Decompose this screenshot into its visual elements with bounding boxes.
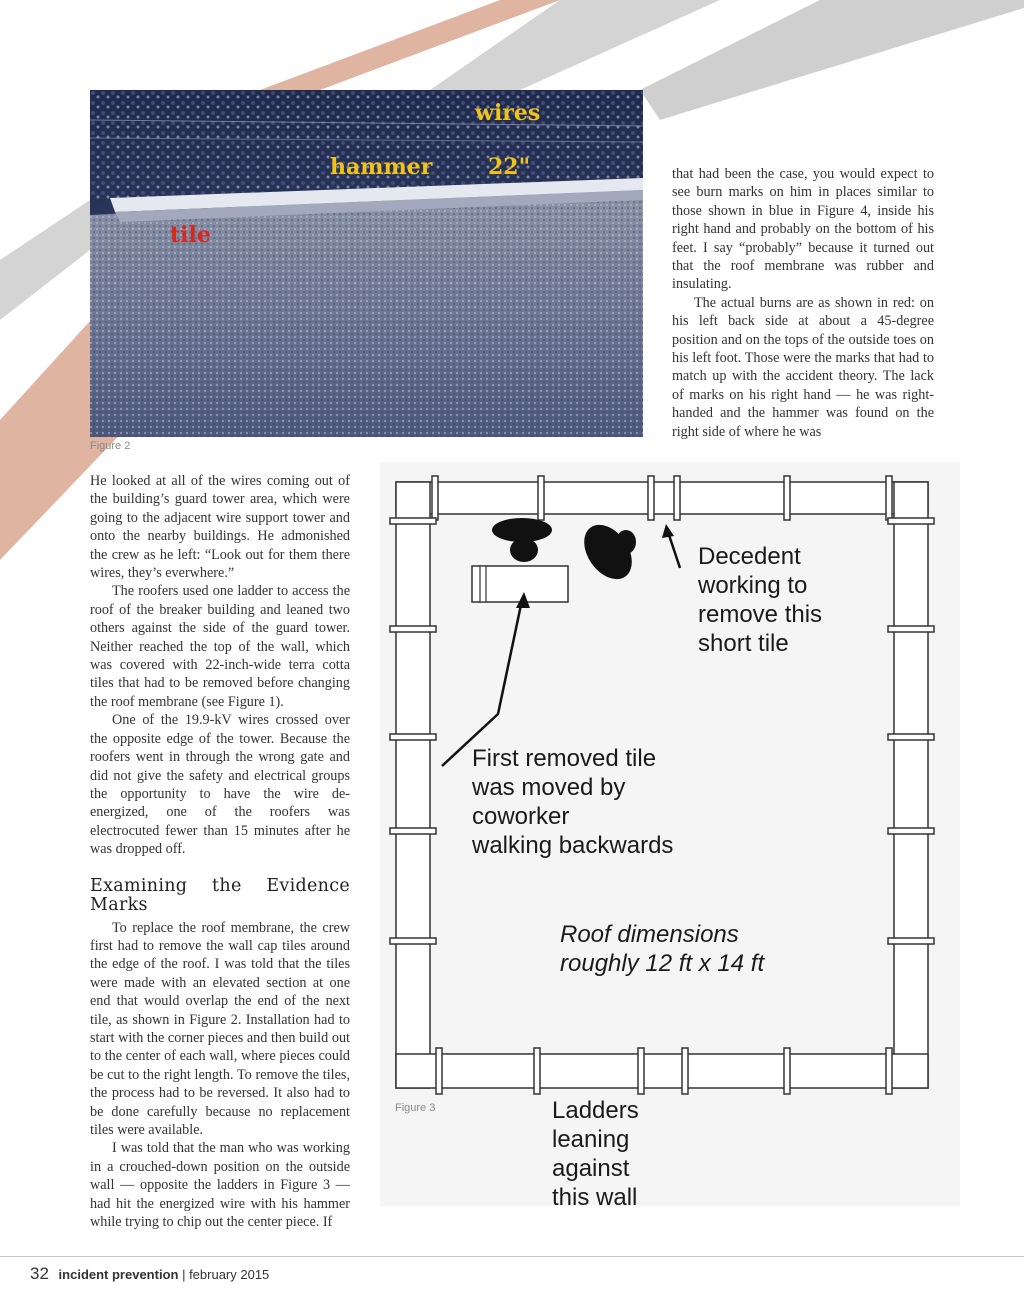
note-line: this wall [552,1184,638,1211]
footer-separator: | [178,1267,190,1282]
paragraph: I was told that the man who was working in a crouched-down position on the outside wall — opposite the ladders in Figure 3 — had hit the energized wire with his hammer while trying to chip out the center piece. If [90,1140,350,1231]
paragraph: To replace the roof membrane, the crew first had to remove the wall cap tiles around the edge of the roof. I was told that the tiles were made with an elevated section at one end that would overlap the end of the next tile, as shown in Figure 2. Installation had to start with the corner pieces and then build out to the center of each wall, where pieces could be cut to the right length. To remove the tiles, the process had to be reversed. It also had to be done carefully because no replacement tiles were available. [90,919,350,1138]
issue-date: february 2015 [189,1267,270,1282]
magazine-name: incident prevention [58,1267,179,1282]
roof-dimensions-note [560,920,764,978]
page-number: 32 [30,1264,49,1283]
note-line: remove this [698,601,823,628]
note-line: Decedent [698,543,801,570]
left-column-text [90,472,350,1231]
note-line: leaning [552,1126,630,1153]
figure-2-caption: Figure 2 [90,440,131,452]
note-line: coworker [472,803,570,830]
paragraph: One of the 19.9-kV wires crossed over the opposite edge of the tower. Because the roofers went in through the wrong gate and did not give the safety and electrical groups the opportunity to have the wire de-energized, one of the roofers was electrocuted fewer than 15 minutes after he was dropped off. [90,712,350,858]
figure-3-caption: Figure 3 [395,1102,436,1114]
measure-annotation: 22" [488,154,531,180]
section-heading: Examining the Evidence Marks [90,875,350,915]
note-line: walking backwards [472,832,674,859]
note-line: working to [698,572,808,599]
ladders-note [552,1096,639,1212]
note-line: was moved by [472,774,626,801]
first-tile-note [472,744,673,860]
note-line: against [552,1155,630,1182]
hammer-annotation: hammer [330,154,433,180]
footer-divider [0,1256,1024,1257]
decedent-note [698,542,822,658]
figure-2-photo [90,90,643,437]
paragraph: The roofers used one ladder to access the roof of the breaker building and leaned two others against the side of the guard tower. Neither reached the top of the wall, which was covered with 22-inch-wide terra cotta tiles that had to be removed before changing the roof membrane (see Figure 1). [90,583,350,710]
right-column-text [672,165,934,441]
wires-annotation: wires [475,100,541,126]
note-line: roughly 12 ft x 14 ft [560,950,765,977]
note-line: Roof dimensions [560,921,739,948]
note-line: First removed tile [472,745,657,772]
paragraph: The actual burns are as shown in red: on his left back side at about a 45-degree position and on the tops of the outside toes on his left foot. Those were the marks that had to match up with the accident theory. The lack of marks on his right hand — he was right-handed and the hammer was found on the right side of where he was [672,294,934,440]
figure-3-diagram [380,462,960,1211]
note-line: Ladders [552,1097,639,1124]
tile-annotation: tile [170,222,211,248]
paragraph: He looked at all of the wires coming out of the building’s guard tower area, which were going to the adjacent wire support tower and onto the nearby buildings. He admonished the crew as he left: “Look out for them there wires, they’s everwhere.” [90,473,350,582]
note-line: short tile [698,630,789,657]
paragraph: that had been the case, you would expect to see burn marks on him in places similar to those shown in blue in Figure 4, inside his right hand and probably on the bottom of his feet. I say “probably” because it turned out that the roof membrane was rubber and insulating. [672,166,934,293]
page-footer [30,1264,269,1284]
